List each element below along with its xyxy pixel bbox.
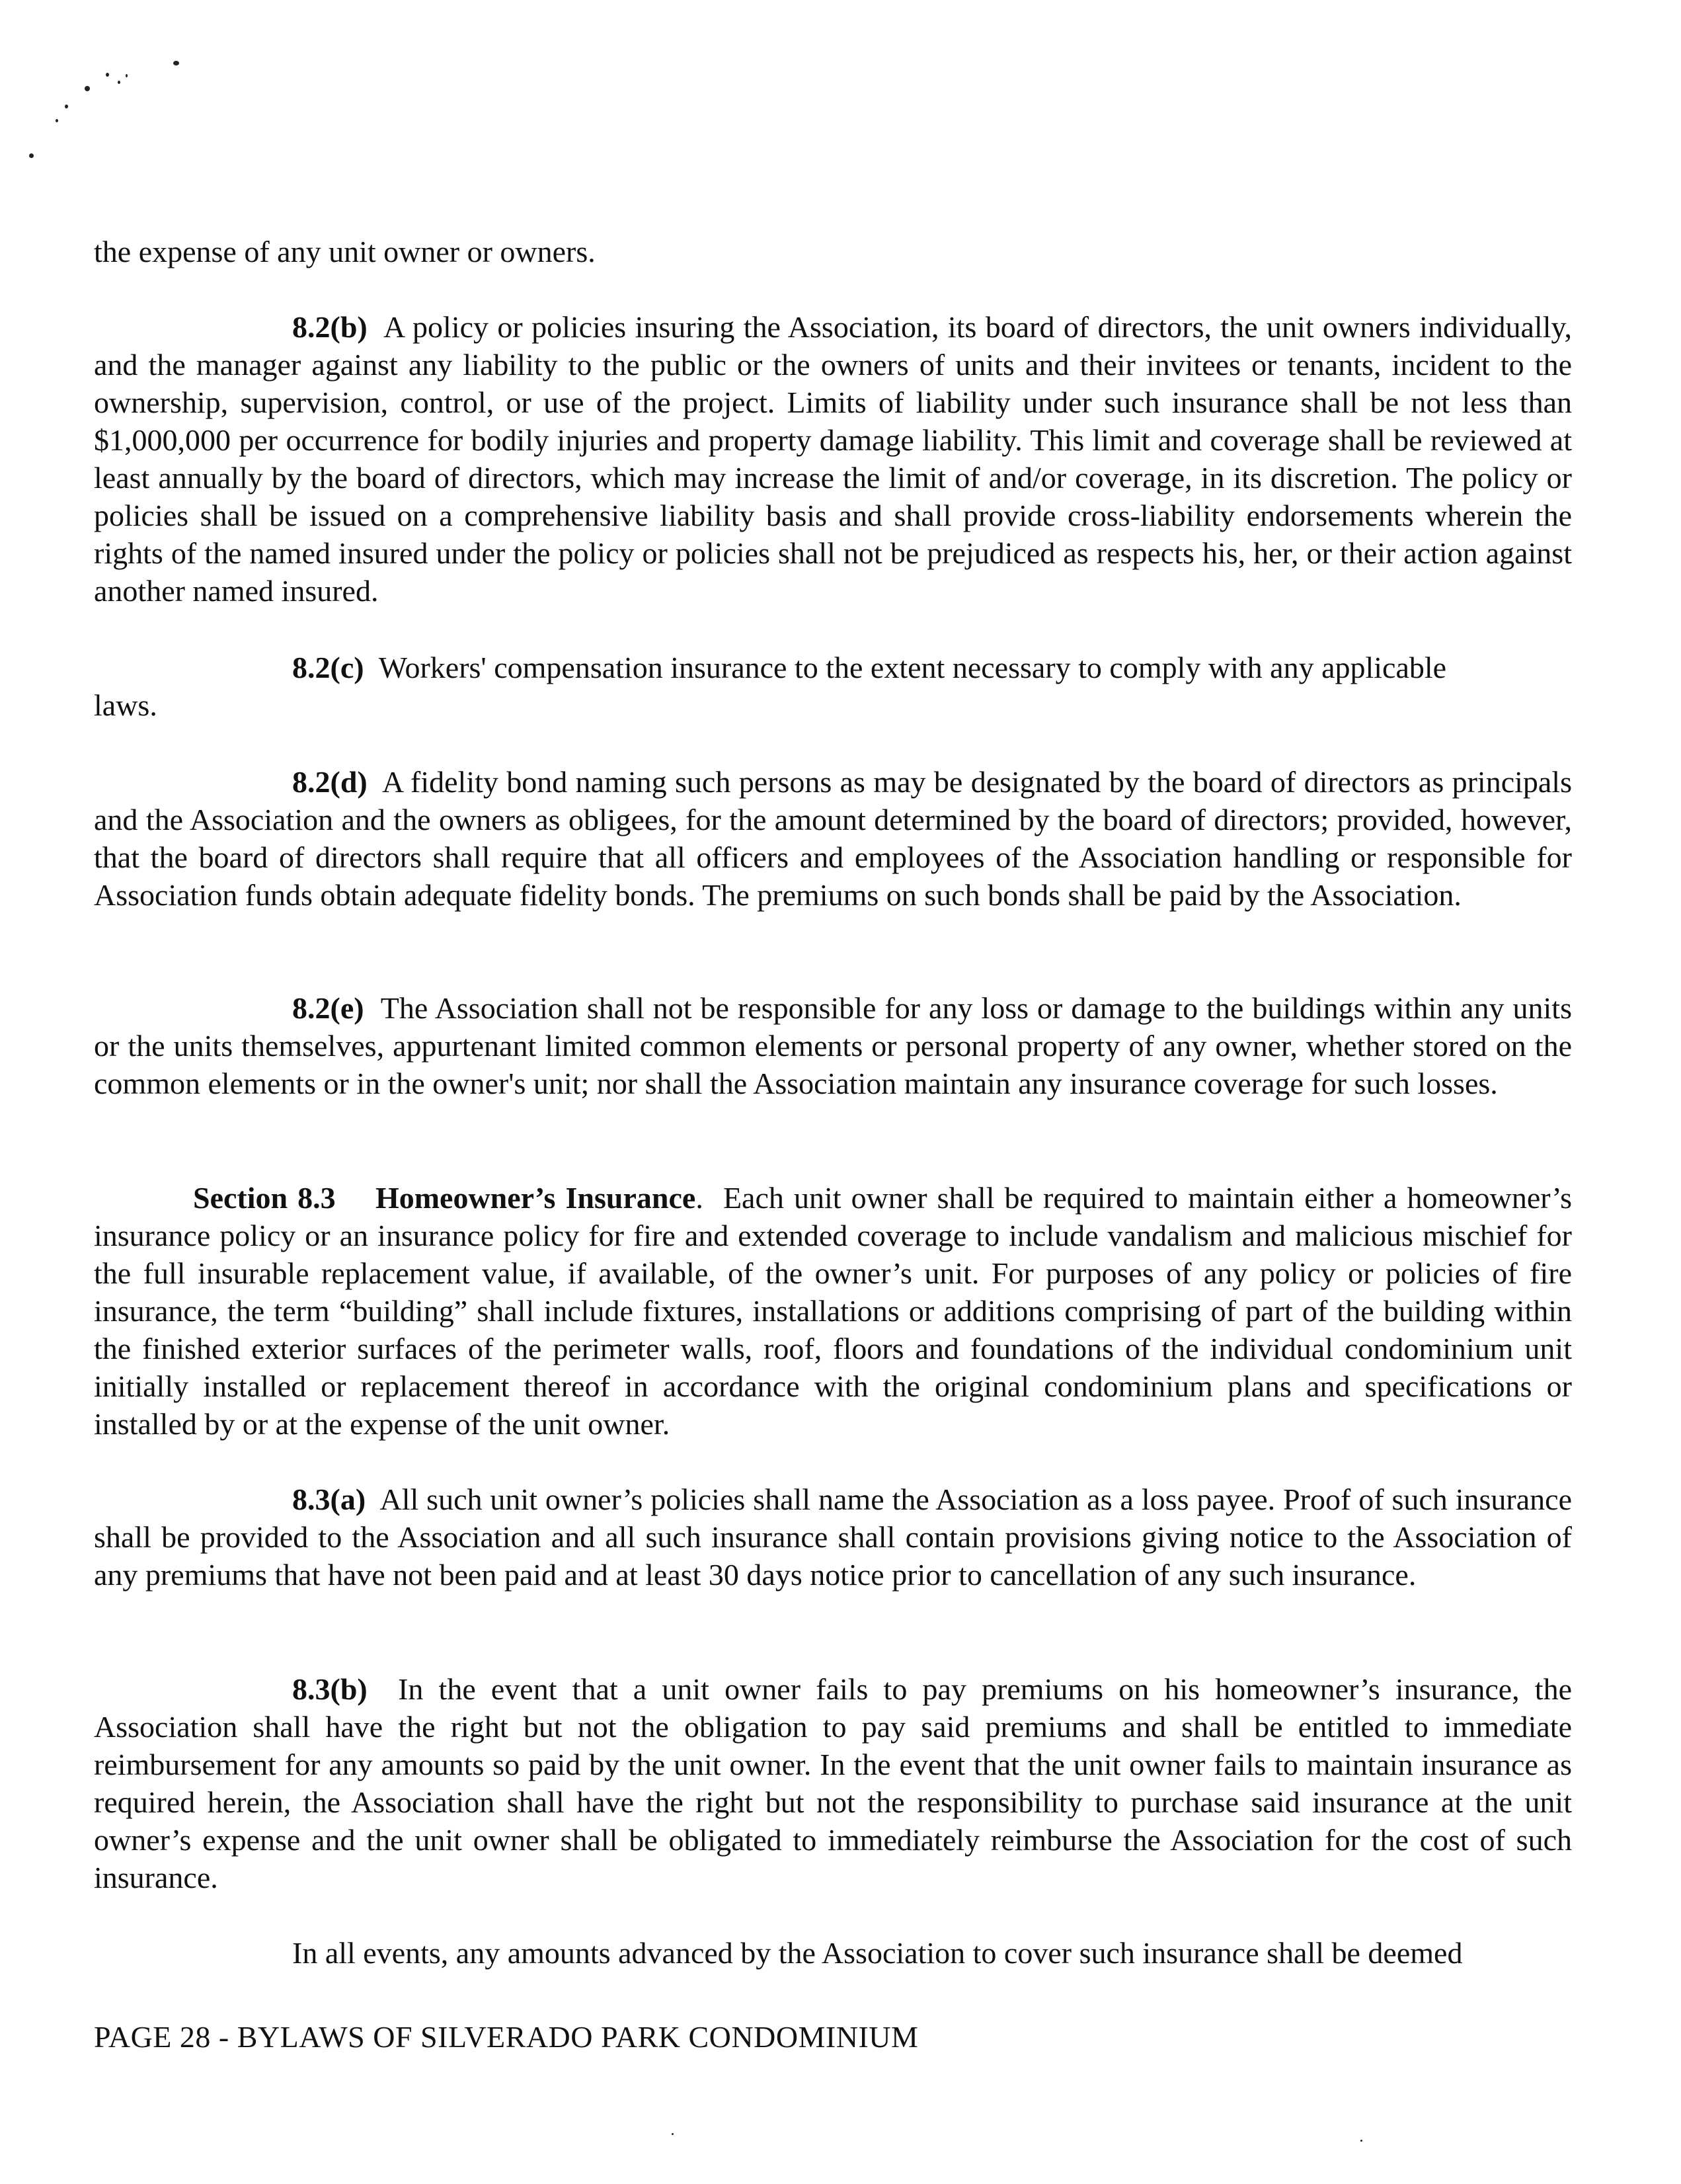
subsection-number: 8.3(a) — [292, 1482, 366, 1516]
scan-speck — [85, 86, 90, 91]
subsection-text: Workers' compensation insurance to the extent necessary to comply with any applicable — [378, 651, 1447, 684]
subsection-number: 8.2(c) — [292, 651, 364, 684]
subsection-number: 8.2(d) — [292, 765, 368, 799]
scan-speck — [106, 73, 109, 77]
section-text: Each unit owner shall be required to maintain either a homeowner’s insurance policy or an insurance policy for fire and extended coverage to include vandalism and malicious mischief for the full insurable replacement value, if available, of the owner’s unit. For purposes of any policy or policies of fire insurance, the term “building” shall include fixtures, installations or additions comprising of part of the building within the finished exterior surfaces of the perimeter walls, roof, floors and foundations of the individual condominium unit initially installed or replacement thereof in accordance with the original condominium plans and specifications or installed by or at the expense of the unit owner. — [94, 1181, 1573, 1441]
section-heading: Homeowner’s Insurance — [375, 1181, 696, 1215]
page-footer: PAGE 28 - BYLAWS OF SILVERADO PARK CONDOMINIUM — [94, 2020, 919, 2054]
subsection-number: 8.2(e) — [292, 991, 364, 1025]
subsection-number: 8.3(b) — [292, 1672, 368, 1706]
paragraph-text: In all events, any amounts advanced by the Association to cover such insurance shall be deemed — [292, 1936, 1463, 1970]
subsection-text-tail: laws. — [94, 688, 157, 722]
scan-speck — [65, 104, 68, 108]
scan-speck — [126, 74, 128, 77]
scan-speck — [56, 119, 58, 122]
subsection-text: In the event that a unit owner fails to pay premiums on his homeowner’s insurance, the Association shall have the right but not the obligation to pay said premiums and shall be entitled to immediate reimbursement for any amounts so paid by the unit owner. In the event that the unit owner fails to maintain insurance as required herein, the Association shall have the right but not the responsibility to purchase said insurance at the unit owner’s expense and the unit owner shall be obligated to immediately reimburse the Association for the cost of such insurance. — [94, 1672, 1573, 1894]
scan-speck — [118, 81, 120, 84]
subsection-8-2-d — [94, 763, 1572, 914]
scan-speck — [173, 61, 179, 65]
subsection-text: The Association shall not be responsible for any loss or damage to the buildings within any units or the units themselves, appurtenant limited common elements or personal property of any owner, whether stored on the common elements or in the owner's unit; nor shall the Association maintain any insurance coverage for such losses. — [94, 991, 1572, 1100]
section-8-3: Section 8.3 Homeowner’s Insurance. Each unit owner shall be required to maintain either a homeowner’s insurance policy or an insurance policy for fire and extended coverage to include vandalism and malicious mischief for the full insurable replacement value, if available, of the owner’s unit. For purposes of any policy or policies of fire insurance, the term “building” shall include fixtures, installations or additions comprising of part of the building within the finished exterior surfaces of the perimeter walls, roof, floors and foundations of the individual condominium unit initially installed or replacement thereof in accordance with the original condominium plans and specifications or installed by or at the expense of the unit owner. — [94, 1181, 1573, 1441]
subsection-8-2-e — [94, 989, 1572, 1102]
paragraph-text: the expense of any unit owner or owners. — [94, 235, 596, 268]
paragraph-continuation — [94, 233, 1572, 270]
subsection-text: All such unit owner’s policies shall name the Association as a loss payee. Proof of such insurance shall be provided to the Association and all such insurance shall contain provisions giving notice to the Association of any premiums that have not been paid and at least 30 days notice prior to cancellation of any such insurance. — [94, 1482, 1572, 1592]
subsection-number: 8.2(b) — [292, 310, 368, 344]
subsection-8-3-b — [94, 1670, 1572, 1896]
subsection-text: A policy or policies insuring the Association, its board of directors, the unit owners individually, and the manager against any liability to the public or the owners of units and their invitees or tenants, incident to the ownership, supervision, control, or use of the project. Limits of liability under such insurance shall be not less than $1,000,000 per occurrence for bodily injuries and property damage liability. This limit and coverage shall be reviewed at least annually by the board of directors, which may increase the limit of and/or coverage, in its discretion. The policy or policies shall be issued on a comprehensive liability basis and shall provide cross-liability endorsements wherein the rights of the named insured under the policy or policies shall not be prejudiced as respects his, her, or their action against another named insured. — [94, 310, 1572, 608]
scan-speck — [29, 153, 34, 158]
subsection-8-2-b — [94, 308, 1572, 610]
section-number: Section 8.3 — [193, 1181, 336, 1215]
scan-speck — [672, 2133, 674, 2135]
subsection-8-2-c — [94, 649, 1572, 724]
scan-speck — [1360, 2140, 1362, 2142]
subsection-8-3-a — [94, 1480, 1572, 1594]
paragraph-in-all-events — [94, 1934, 1572, 1972]
subsection-text: A fidelity bond naming such persons as may be designated by the board of directors as principals and the Association and the owners as obligees, for the amount determined by the board of directors; provided, however, that the board of directors shall require that all officers and employees of the Association handling or responsible for Association funds obtain adequate fidelity bonds. The premiums on such bonds shall be paid by the Association. — [94, 765, 1572, 912]
